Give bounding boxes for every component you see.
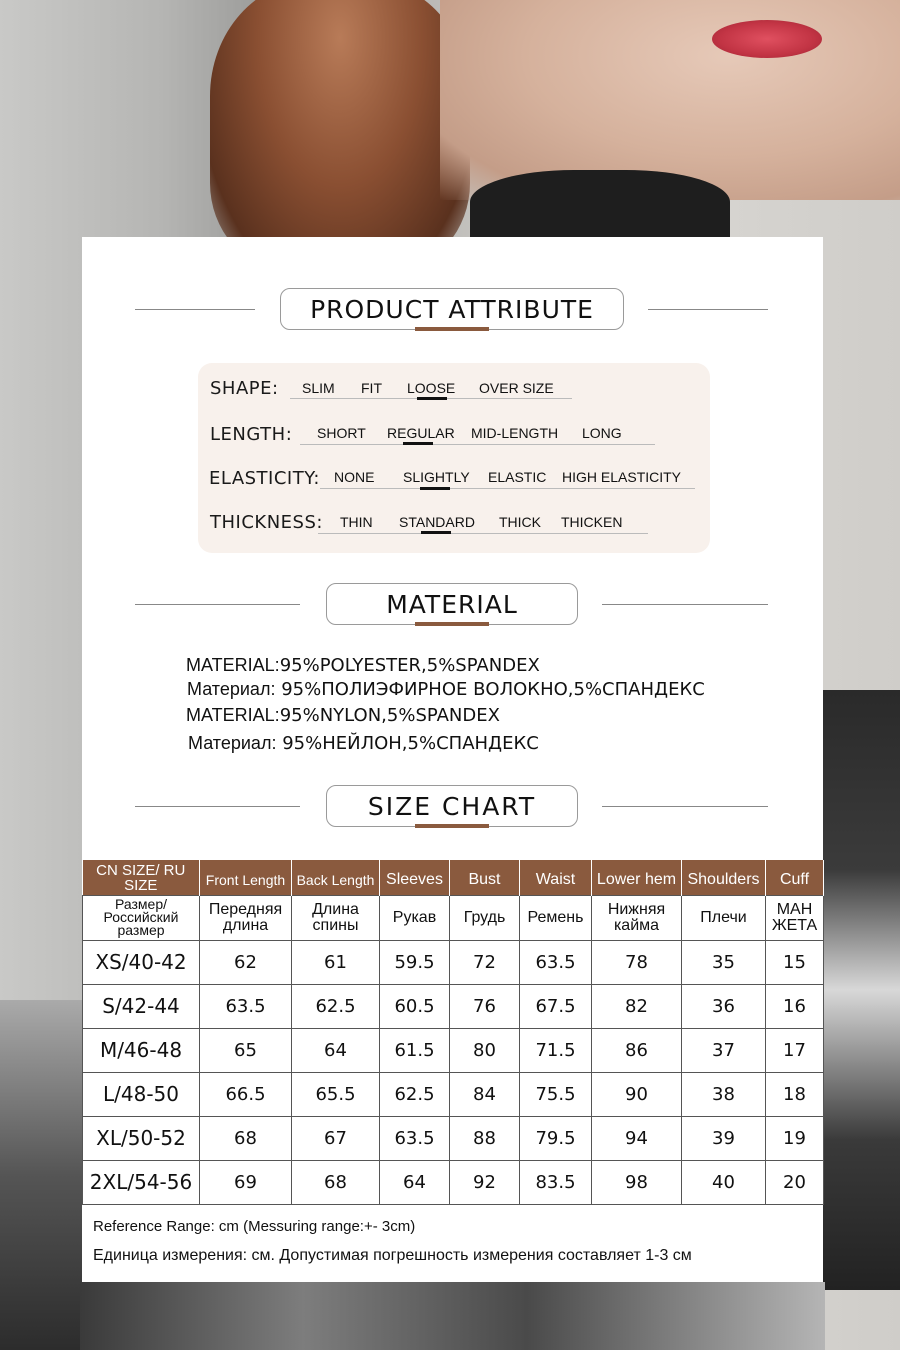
table-cell: 64 (292, 1028, 380, 1072)
attr-option: MID-LENGTH (471, 425, 559, 441)
attr-option: HIGH ELASTICITY (562, 469, 682, 485)
column-header: Sleeves (380, 860, 450, 895)
attr-rule (300, 444, 655, 445)
column-header-ru: Размер/ Российский размер (83, 895, 200, 940)
size-cell: 2XL/54-56 (83, 1160, 200, 1204)
size-cell: S/42-44 (83, 984, 200, 1028)
attr-option: LONG (582, 425, 622, 441)
table-row (83, 1116, 824, 1160)
size-cell: XS/40-42 (83, 940, 200, 984)
material-line (187, 679, 705, 700)
material-key: Материал: (187, 679, 276, 699)
table-cell: 75.5 (520, 1072, 592, 1116)
table-cell: 86 (592, 1028, 682, 1072)
column-header: CN SIZE/ RU SIZE (83, 860, 200, 895)
title-underline (415, 622, 489, 626)
table-cell: 66.5 (200, 1072, 292, 1116)
table-cell: 92 (450, 1160, 520, 1204)
attr-label-thickness: THICKNESS: (210, 512, 323, 533)
column-header-ru: Плечи (682, 895, 766, 940)
attr-option: FIT (361, 380, 382, 396)
material-line (186, 655, 540, 676)
table-cell: 63.5 (380, 1116, 450, 1160)
reference-range-note-ru: Единица измерения: см. Допустимая погрешность измерения составляет 1-3 см (93, 1247, 692, 1264)
column-header-ru: Ремень (520, 895, 592, 940)
column-header: Waist (520, 860, 592, 895)
table-cell: 94 (592, 1116, 682, 1160)
table-cell: 17 (766, 1028, 824, 1072)
table-cell: 40 (682, 1160, 766, 1204)
divider-line (135, 806, 300, 807)
column-header: Lower hem (592, 860, 682, 895)
selected-marker (420, 487, 450, 490)
attr-option: SHORT (317, 425, 366, 441)
table-cell: 68 (200, 1116, 292, 1160)
material-value: 95%ПОЛИЭФИРНОЕ ВОЛОКНО,5%СПАНДЕКС (281, 679, 705, 700)
table-cell: 16 (766, 984, 824, 1028)
column-header-ru: Нижняя кайма (592, 895, 682, 940)
material-value: 95%NYLON,5%SPANDEX (279, 705, 500, 726)
selected-marker (421, 531, 451, 534)
table-cell: 67.5 (520, 984, 592, 1028)
table-cell: 84 (450, 1072, 520, 1116)
column-header-ru: Рукав (380, 895, 450, 940)
attr-option: THIN (340, 514, 373, 530)
table-cell: 35 (682, 940, 766, 984)
attr-option-selected: LOOSE (407, 380, 456, 396)
attr-option: THICKEN (561, 514, 623, 530)
table-cell: 80 (450, 1028, 520, 1072)
attr-rule (320, 488, 695, 489)
column-header: Front Length (200, 860, 292, 895)
attr-label-shape: SHAPE: (210, 378, 279, 399)
material-line (188, 733, 539, 754)
table-row (83, 1160, 824, 1204)
title-underline (415, 327, 489, 331)
table-cell: 88 (450, 1116, 520, 1160)
table-cell: 65.5 (292, 1072, 380, 1116)
table-cell: 61 (292, 940, 380, 984)
attr-label-elasticity: ELASTICITY: (209, 468, 320, 489)
table-cell: 15 (766, 940, 824, 984)
attr-option: THICK (499, 514, 541, 530)
table-cell: 67 (292, 1116, 380, 1160)
table-cell: 83.5 (520, 1160, 592, 1204)
material-key: MATERIAL: (186, 655, 280, 675)
table-cell: 63.5 (200, 984, 292, 1028)
material-key: MATERIAL: (186, 705, 280, 725)
table-cell: 65 (200, 1028, 292, 1072)
table-cell: 64 (380, 1160, 450, 1204)
column-header-ru: Грудь (450, 895, 520, 940)
attr-option: NONE (334, 469, 375, 485)
selected-marker (403, 442, 433, 445)
table-cell: 60.5 (380, 984, 450, 1028)
attr-option: OVER SIZE (479, 380, 554, 396)
section-title-material: MATERIAL (326, 583, 578, 625)
attr-option: ELASTIC (488, 469, 547, 485)
size-cell: L/48-50 (83, 1072, 200, 1116)
size-cell: M/46-48 (83, 1028, 200, 1072)
garment-bottom (80, 1282, 825, 1350)
material-value: 95%POLYESTER,5%SPANDEX (279, 655, 540, 676)
table-row (83, 1028, 824, 1072)
material-value: 95%НЕЙЛОН,5%СПАНДЕКС (282, 733, 539, 754)
size-chart-table (82, 860, 824, 1205)
title-underline (415, 824, 489, 828)
table-cell: 71.5 (520, 1028, 592, 1072)
table-cell: 69 (200, 1160, 292, 1204)
table-row (83, 1072, 824, 1116)
divider-line (602, 604, 768, 605)
table-cell: 63.5 (520, 940, 592, 984)
model-lips (712, 20, 822, 58)
table-cell: 59.5 (380, 940, 450, 984)
attr-option-selected: STANDARD (399, 514, 475, 530)
column-header-ru: Длина спины (292, 895, 380, 940)
section-title-size-chart: SIZE CHART (326, 785, 578, 827)
material-line (186, 705, 500, 726)
section-title-attribute: PRODUCT ATTRIBUTE (280, 288, 624, 330)
garment-hem (0, 1000, 90, 1350)
divider-line (135, 604, 300, 605)
model-hair (210, 0, 470, 270)
table-cell: 37 (682, 1028, 766, 1072)
table-cell: 68 (292, 1160, 380, 1204)
table-cell: 20 (766, 1160, 824, 1204)
model-face (440, 0, 900, 200)
attr-label-length: LENGTH: (210, 424, 293, 445)
material-key: Материал: (188, 733, 277, 753)
table-cell: 61.5 (380, 1028, 450, 1072)
divider-line (135, 309, 255, 310)
attr-option-selected: REGULAR (387, 425, 455, 441)
column-header: Back Length (292, 860, 380, 895)
table-row (83, 940, 824, 984)
header-row-ru (83, 895, 824, 940)
table-cell: 38 (682, 1072, 766, 1116)
table-cell: 76 (450, 984, 520, 1028)
attr-rule (318, 533, 648, 534)
size-cell: XL/50-52 (83, 1116, 200, 1160)
column-header-ru: МАН ЖЕТА (766, 895, 824, 940)
divider-line (602, 806, 768, 807)
column-header-ru: Передняя длина (200, 895, 292, 940)
column-header: Cuff (766, 860, 824, 895)
divider-line (648, 309, 768, 310)
reference-range-note: Reference Range: cm (Messuring range:+- 3cm) (93, 1218, 416, 1235)
column-header: Bust (450, 860, 520, 895)
table-cell: 62 (200, 940, 292, 984)
table-cell: 62.5 (380, 1072, 450, 1116)
table-cell: 36 (682, 984, 766, 1028)
table-cell: 79.5 (520, 1116, 592, 1160)
attr-option-selected: SLIGHTLY (403, 469, 470, 485)
garment-sleeve (815, 690, 900, 1290)
table-cell: 72 (450, 940, 520, 984)
table-cell: 18 (766, 1072, 824, 1116)
table-cell: 19 (766, 1116, 824, 1160)
header-row-en (83, 860, 824, 895)
selected-marker (417, 397, 447, 400)
attr-option: SLIM (302, 380, 335, 396)
table-cell: 82 (592, 984, 682, 1028)
table-cell: 62.5 (292, 984, 380, 1028)
table-cell: 98 (592, 1160, 682, 1204)
column-header: Shoulders (682, 860, 766, 895)
table-cell: 39 (682, 1116, 766, 1160)
table-row (83, 984, 824, 1028)
table-cell: 90 (592, 1072, 682, 1116)
table-cell: 78 (592, 940, 682, 984)
